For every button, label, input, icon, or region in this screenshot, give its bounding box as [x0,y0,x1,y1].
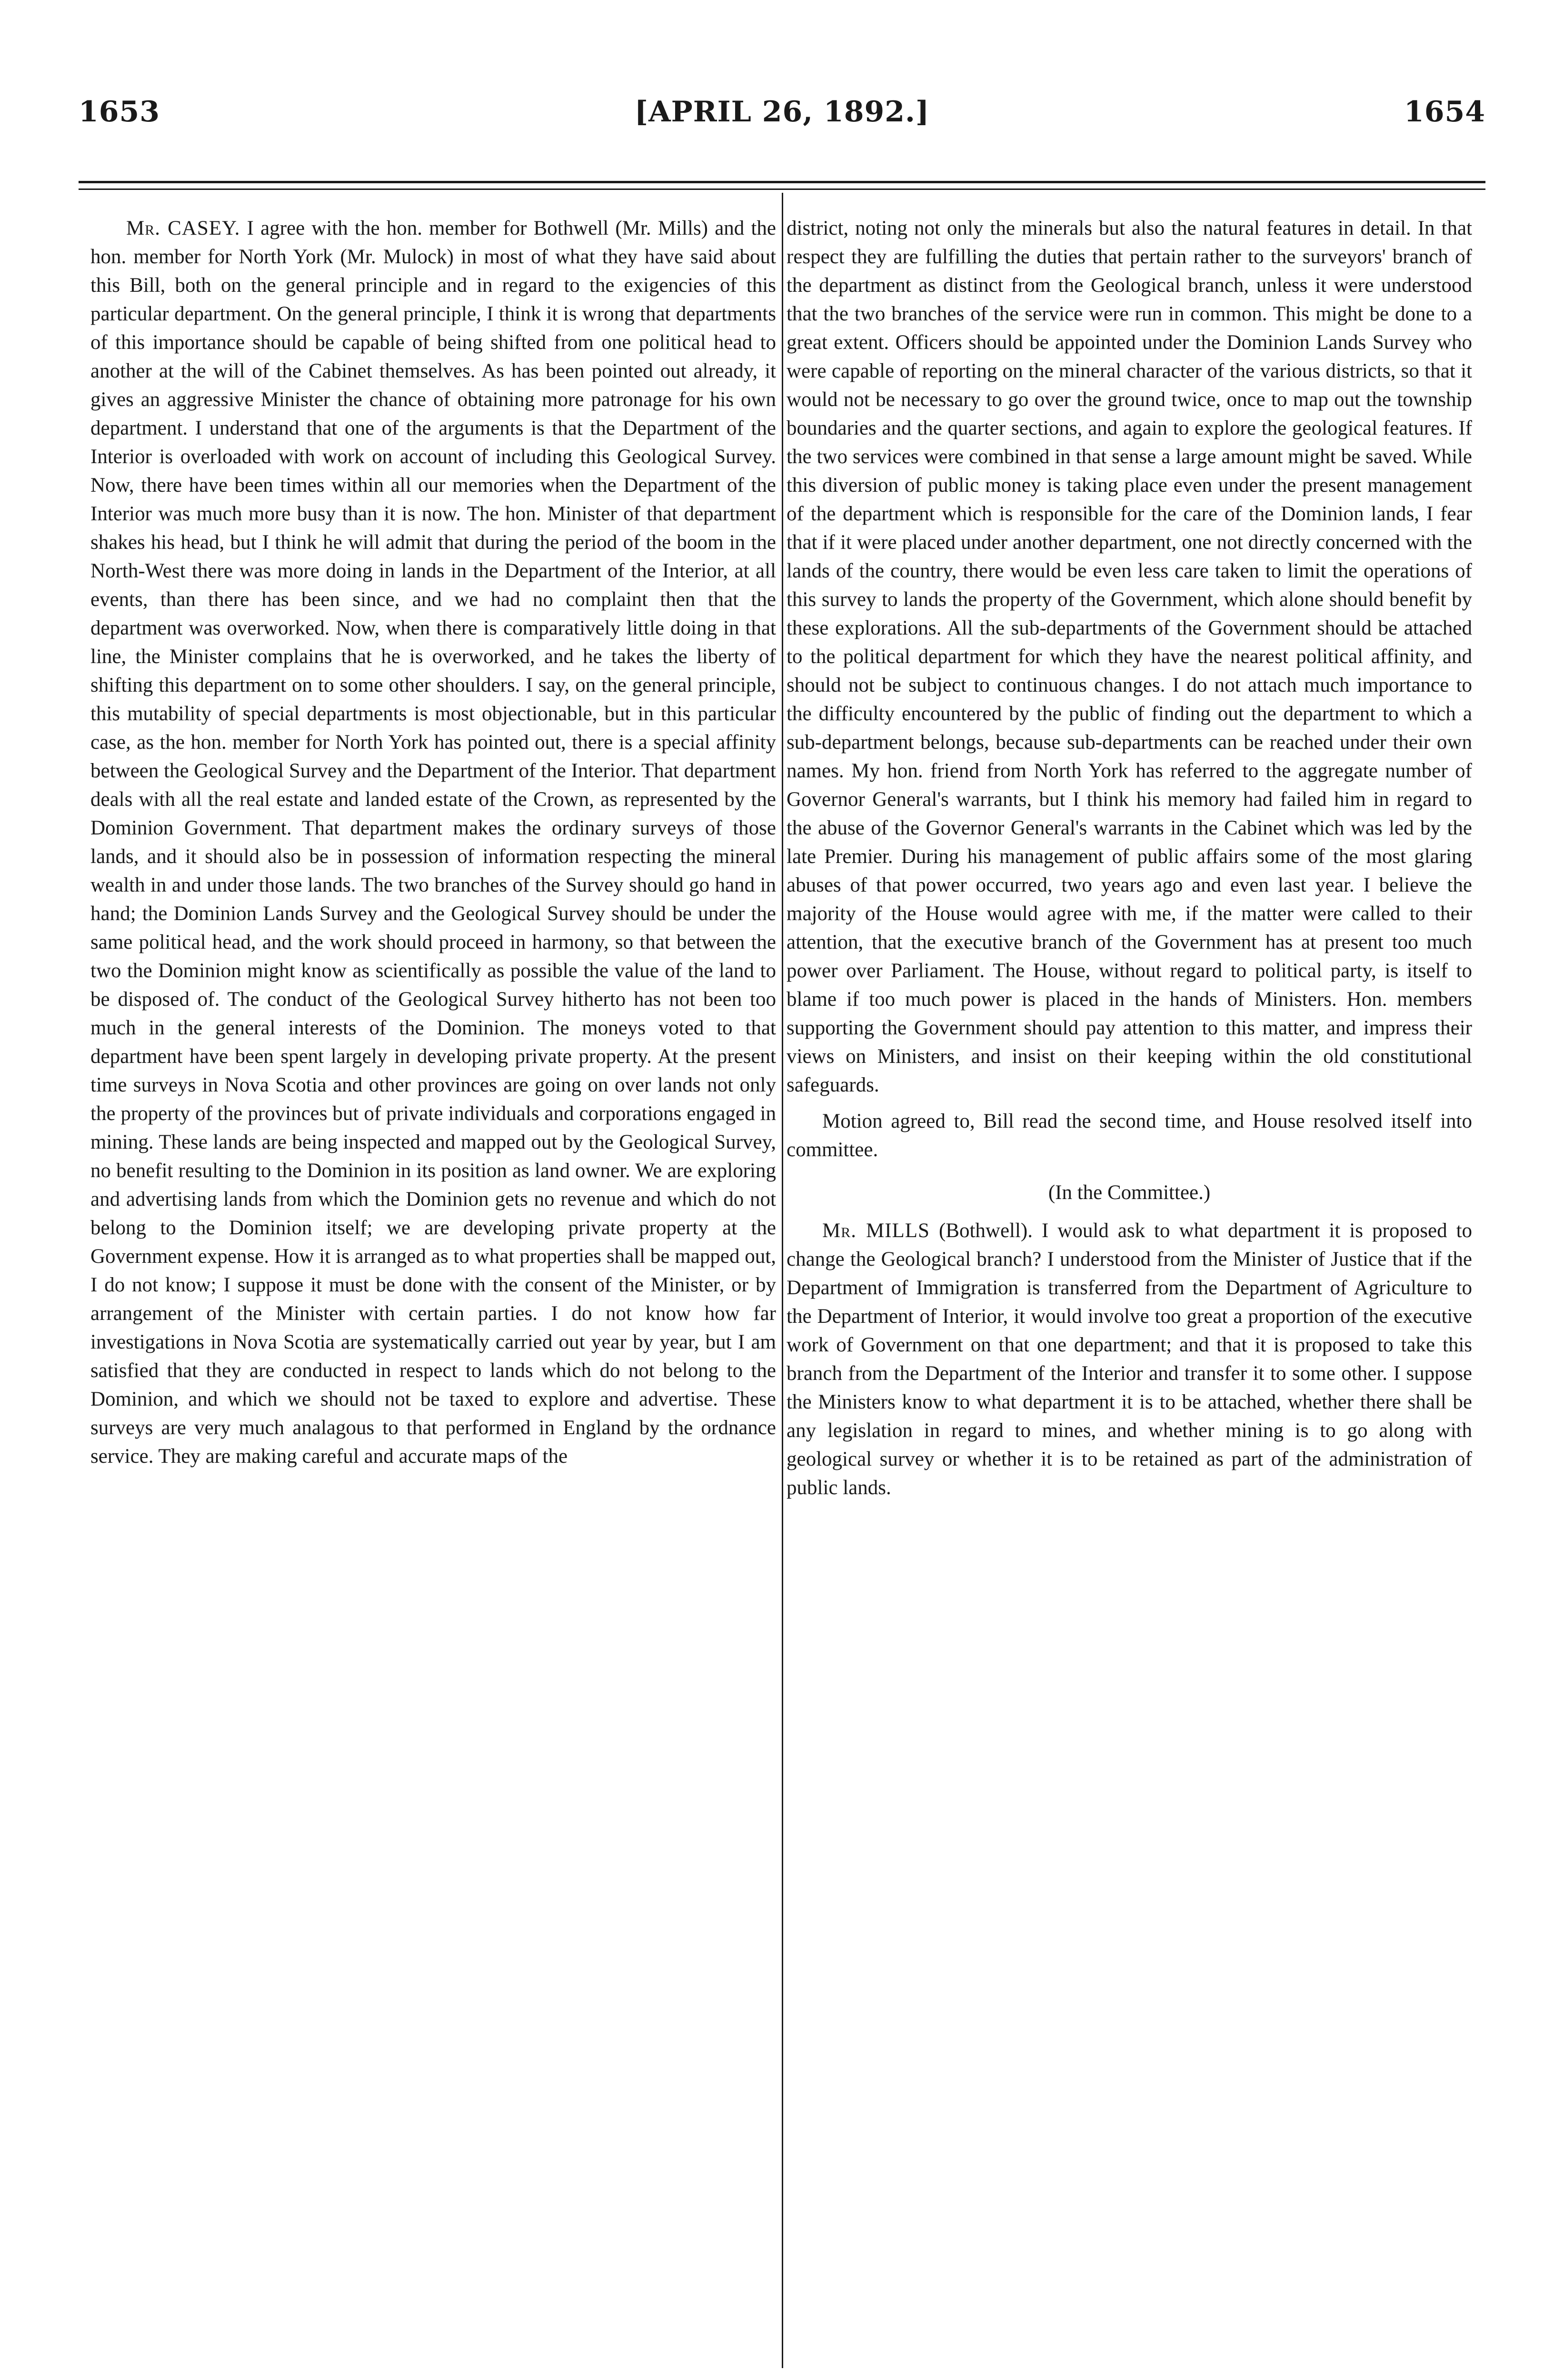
speaker-name: Mr. MILLS [822,1220,930,1242]
casey-speech [90,214,776,1471]
speech-text: I would ask to what department it is proposed to change the Geological branch? I understood from the Minister of Justice that if the Department of Immigration is transferred from the Department of Agriculture to the Department of Interior, it would involve too great a proportion of the executive work of Government on that one department; and that it is proposed to take this branch from the Department of the Interior and transfer it to some other. I suppose the Ministers know to what department it is to be attached, whether there shall be any legislation in regard to mines, and whether mining is to go along with geological survey or whether it is to be retained as part of the administration of public lands. [787,1220,1473,1499]
page-header [79,95,1485,148]
right-page-number: 1654 [1404,95,1485,129]
committee-heading: (In the Committee.) [1048,1181,1211,1204]
speaker-riding: (Bothwell). [938,1220,1033,1242]
mills-speech [787,1217,1472,1502]
header-rule-thick [79,181,1485,183]
casey-speech-continued: district, noting not only the minerals but also the natural features in detail. In that respect they are fulfilling the duties that pertain rather to the surveyors' branch of the department as distinct from the Geological branch, unless it were understood that the two branches of the service were run in common. This might be done to a great extent. Officers should be appointed under the Dominion Lands Survey who were capable of reporting on the mineral character of the various districts, so that it would not be necessary to go over the ground twice, once to map out the township boundaries and the quarter sections, and again to explore the geological features. If the two services were combined in that sense a large amount might be saved. While this diversion of public money is taking place even under the present management of the department which is responsible for the care of the Dominion lands, I fear that if it were placed under another department, one not directly concerned with the lands of the country, there would be even less care taken to limit the operations of this survey to lands the property of the Government, which alone should benefit by these explorations. All the sub-departments of the Government should be attached to the political department for which they have the nearest political affinity, and should not be subject to continuous changes. I do not attach much importance to the difficulty encountered by the public of finding out the department to which a sub-department belongs, because sub-departments can be reached under their own names. My hon. friend from North York has referred to the aggregate number of Governor General's warrants, but I think his memory had failed him in regard to the abuse of the Governor General's warrants in the Cabinet which was led by the late Premier. During his management of public affairs some of the most glaring abuses of that power occurred, two years ago and even last year. I believe the majority of the House would agree with me, if the matter were called to their attention, that the executive branch of the Government has at present too much power over Parliament. The House, without regard to political party, is itself to blame if too much power is placed in the hands of Ministers. Hon. members supporting the Government should pay attention to this matter, and impress their views on Ministers, and insist on their keeping within the old constitutional safeguards. [787,217,1472,1096]
column-divider [782,193,783,2368]
motion-text: Motion agreed to, Bill read the second time, and House resolved itself into committee. [787,1110,1472,1161]
left-column [90,214,776,1471]
header-rule-thin [79,188,1485,190]
header-date: [APRIL 26, 1892.] [634,95,930,129]
left-page-number: 1653 [79,95,160,129]
speaker-name: Mr. CASEY. [126,217,240,239]
right-column [787,214,1472,1502]
speech-text: I agree with the hon. member for Bothwell (Mr. Mills) and the hon. member for North York (Mr. Mulock) in most of what they have said about this Bill, both on the general principle and in regard to the exigencies of this particular department. On the general principle, I think it is wrong that departments of this importance should be capable of being shifted from one political head to another at the will of the Cabinet themselves. As has been pointed out already, it gives an aggressive Minister the chance of obtaining more patronage for his own department. I understand that one of the arguments is that the Department of the Interior is overloaded with work on account of including this Geological Survey. Now, there have been times within all our memories when the Department of the Interior was much more busy than it is now. The hon. Minister of that department shakes his head, but I think he will admit that during the period of the boom in the North-West there was more doing in lands in the Department of the Interior, at all events, than there has been since, and we had no complaint then that the department was overworked. Now, when there is comparatively little doing in that line, the Minister complains that he is overworked, and he takes the liberty of shifting this department on to some other shoulders. I say, on the general principle, this mutability of special departments is most objectionable, but in this particular case, as the hon. member for North York has pointed out, there is a special affinity between the Geological Survey and the Department of the Interior. That department deals with all the real estate and landed estate of the Crown, as represented by the Dominion Government. That department makes the ordinary surveys of those lands, and it should also be in possession of information respecting the mineral wealth in and under those lands. The two branches of the Survey should go hand in hand; the Dominion Lands Survey and the Geological Survey should be under the same political head, and the work should proceed in harmony, so that between the two the Dominion might know as scientifically as possible the value of the land to be disposed of. The conduct of the Geological Survey hitherto has not been too much in the general interests of the Dominion. The moneys voted to that department have been spent largely in developing private property. At the present time surveys in Nova Scotia and other provinces are going on over lands not only the property of the provinces but of private individuals and corporations engaged in mining. These lands are being inspected and mapped out by the Geological Survey, no benefit resulting to the Dominion in its position as land owner. We are exploring and advertising lands from which the Dominion gets no revenue and which do not belong to the Dominion itself; we are developing private property at the Government expense. How it is arranged as to what properties shall be mapped out, I do not know; I suppose it must be done with the consent of the Minister, or by arrangement of the Minister with certain parties. I do not know how far investigations in Nova Scotia are systematically carried out year by year, but I am satisfied that they are conducted in respect to lands which do not belong to the Dominion, and which we should not be taxed to explore and advertise. These surveys are very much analagous to that performed in England by the ordnance service. They are making careful and accurate maps of the [90,217,777,1468]
